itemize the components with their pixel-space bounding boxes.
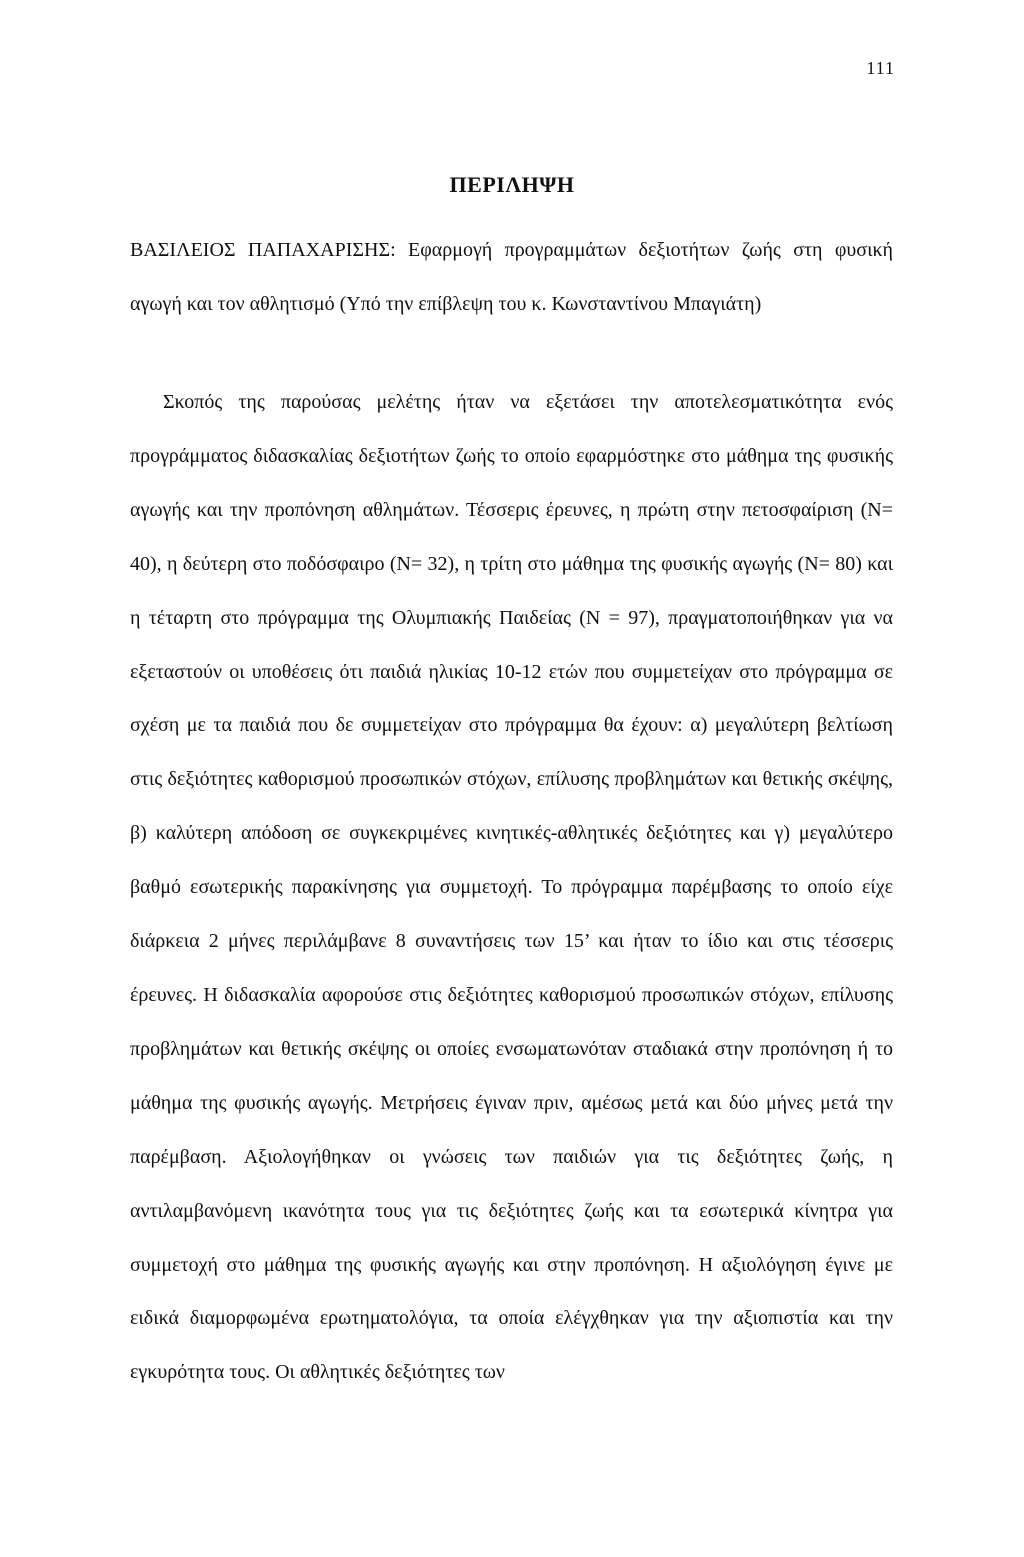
summary-body-text: Σκοπός της παρούσας μελέτης ήταν να εξετάσει την αποτελεσματικότητα ενός προγράμματος διδασκαλίας δεξιοτήτων ζωής το οποίο εφαρμόστηκε στο μάθημα της φυσικής αγωγής και την προπόνηση αθλημάτων. Τέσσερις έρευνες, η πρώτη στην πετοσφαίριση (N= 40), η δεύτερη στο ποδόσφαιρο (N= 32), η τρίτη στο μάθημα της φυσικής αγωγής (N= 80) και η τέταρτη στο πρόγραμμα της Ολυμπιακής Παιδείας (N = 97), πραγματοποιήθηκαν για να εξεταστούν οι υποθέσεις ότι παιδιά ηλικίας 10-12 ετών που συμμετείχαν στο πρόγραμμα σε σχέση με τα παιδιά που δε συμμετείχαν στο πρόγραμμα θα έχουν: α) μεγαλύτερη βελτίωση στις δεξιότητες καθορισμού προσωπικών στόχων, επίλυσης προβλημάτων και θετικής σκέψης, β) καλύτερη απόδοση σε συγκεκριμένες κινητικές-αθλητικές δεξιότητες και γ) μεγαλύτερο βαθμό εσωτερικής παρακίνησης για συμμετοχή. Το πρόγραμμα παρέμβασης το οποίο είχε διάρκεια 2 μήνες περιλάμβανε 8 συναντήσεις των 15’ και ήταν το ίδιο και στις τέσσερις έρευνες. Η διδασκαλία αφορούσε στις δεξιότητες καθορισμού προσωπικών στόχων, επίλυσης προβλημάτων και θετικής σκέψης οι οποίες ενσωματωνόταν σταδιακά στην προπόνηση ή το μάθημα της φυσικής αγωγής. Μετρήσεις έγιναν πριν, αμέσως μετά και δύο μήνες μετά την παρέμβαση. Αξιολογήθηκαν οι γνώσεις των παιδιών για τις δεξιότητες ζωής, η αντιλαμβανόμενη ικανότητα τους για τις δεξιότητες ζωής και τα εσωτερικά κίνητρα για συμμετοχή στο μάθημα της φυσικής αγωγής και στην προπόνηση. Η αξιολόγηση έγινε με ειδικά διαμορφωμένα ερωτηματολόγια, τα οποία ελέγχθηκαν για την αξιοπιστία και την εγκυρότητα τους. Οι αθλητικές δεξιότητες των [130,391,893,1384]
summary-body [130,376,893,1400]
thesis-header-text: ΒΑΣΙΛΕΙΟΣ ΠΑΠΑΧΑΡΙΣΗΣ: Εφαρμογή προγραμμάτων δεξιοτήτων ζωής στη φυσική αγωγή και τον αθλητισμό (Υπό την επίβλεψη του κ. Κωνσταντίνου Μπαγιάτη) [130,239,893,315]
thesis-header [130,223,893,331]
summary-title: ΠΕΡΙΛΗΨΗ [449,172,575,197]
page-number: 111 [866,58,895,78]
